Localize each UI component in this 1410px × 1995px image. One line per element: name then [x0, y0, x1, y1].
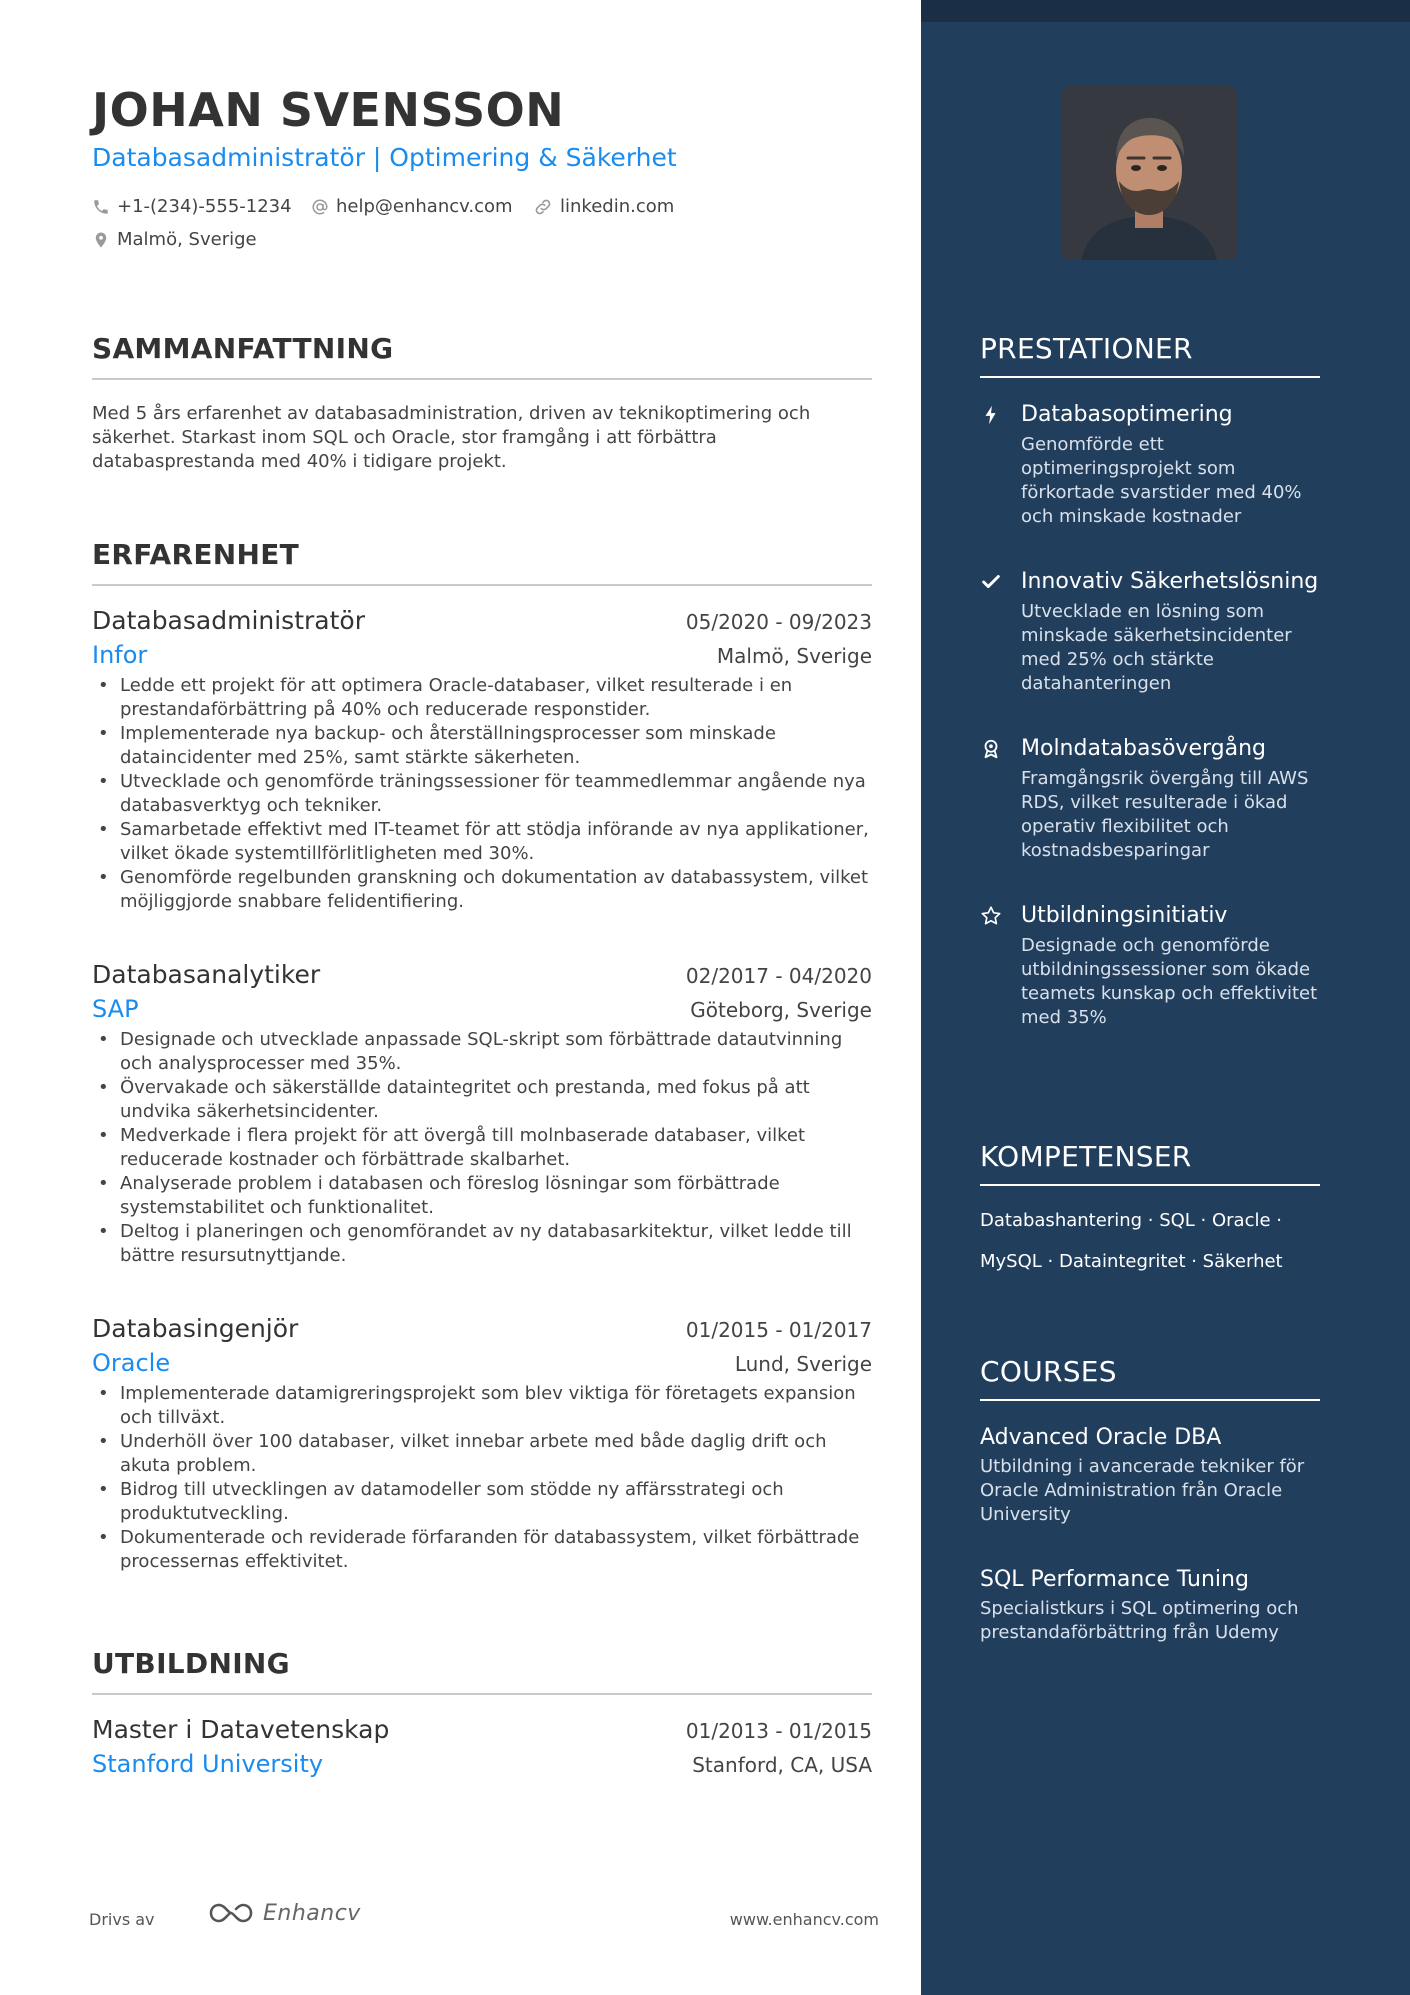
- degree-title: Master i Datavetenskap: [92, 1715, 390, 1744]
- candidate-headline: Databasadministratör | Optimering & Säkerhet: [92, 143, 677, 172]
- job-title: Databasanalytiker: [92, 960, 321, 989]
- job-bullet: • Medverkade i flera projekt för att övergå till molnbaserade databaser, vilket reducerade kostnader och förbättrade skalbarhet.: [92, 1124, 872, 1172]
- job-entry: [92, 605, 872, 914]
- achievement-title: Databasoptimering: [1021, 402, 1233, 427]
- bolt-icon: [980, 404, 1002, 426]
- job-dates: 05/2020 - 09/2023: [685, 610, 872, 634]
- job-bullet: • Analyserade problem i databasen och föreslog lösningar som förbättrade systemstabilitet och funktionalitet.: [92, 1172, 872, 1220]
- phone-text: +1-(234)-555-1234: [117, 196, 292, 217]
- job-location: Lund, Sverige: [734, 1352, 872, 1376]
- job-dates: 01/2015 - 01/2017: [685, 1318, 872, 1342]
- job-bullet: • Underhöll över 100 databaser, vilket innebar arbete med både daglig drift och akuta problem.: [92, 1430, 872, 1478]
- job-company[interactable]: Infor: [92, 641, 148, 669]
- education-heading: UTBILDNING: [92, 1647, 290, 1680]
- achievement-title: Innovativ Säkerhetslösning: [1021, 569, 1319, 594]
- achievements-divider: [980, 376, 1320, 378]
- summary-heading: SAMMANFATTNING: [92, 332, 394, 365]
- courses-heading: COURSES: [980, 1355, 1117, 1388]
- achievement-item: [980, 734, 1320, 863]
- achievement-description: Utvecklade en lösning som minskade säkerhetsincidenter med 25% och stärkte datahanteringen: [1021, 601, 1292, 694]
- job-bullet: • Genomförde regelbunden granskning och dokumentation av databassystem, vilket möjliggjorde snabbare felidentifiering.: [92, 866, 872, 914]
- job-bullet: • Implementerade nya backup- och återställningsprocesser som minskade dataincidenter med 25%, samt stärkte säkerheten.: [92, 722, 872, 770]
- link-icon: [533, 197, 553, 217]
- at-icon: [311, 198, 329, 216]
- achievements-section: [980, 332, 1320, 1030]
- skills-list: [980, 1200, 1320, 1282]
- sidebar: [921, 0, 1410, 1995]
- enhancv-logo[interactable]: [207, 1900, 361, 1926]
- job-bullets: [92, 674, 872, 914]
- achievement-description: Designade och genomförde utbildningssessioner som ökade teamets kunskap och effektivitet med 35%: [1021, 935, 1318, 1028]
- achievement-item: [980, 400, 1320, 529]
- school-name[interactable]: Stanford University: [92, 1750, 324, 1778]
- job-company[interactable]: SAP: [92, 995, 139, 1023]
- phone-icon: [92, 198, 110, 216]
- email-text: help@enhancv.com: [336, 196, 513, 217]
- skills-line: MySQL · Dataintegritet · Säkerhet: [980, 1251, 1283, 1272]
- experience-heading: ERFARENHET: [92, 538, 300, 571]
- contact-location: [92, 229, 257, 250]
- job-bullet: • Samarbetade effektivt med IT-teamet för att stödja införande av nya applikationer, vilket ökade systemtillförlitligheten med 30%.: [92, 818, 872, 866]
- job-bullet: • Utvecklade och genomförde träningssessioner för teammedlemmar angående nya databasverktyg och tekniker.: [92, 770, 872, 818]
- education-divider: [92, 1693, 872, 1695]
- contact-phone[interactable]: [92, 196, 292, 217]
- contact-website[interactable]: [533, 196, 674, 217]
- summary-divider: [92, 378, 872, 380]
- contact-email[interactable]: [311, 196, 513, 217]
- job-title: Databasadministratör: [92, 606, 365, 635]
- course-title: Advanced Oracle DBA: [980, 1425, 1222, 1450]
- sidebar-top-band: [921, 0, 1410, 22]
- job-bullets: [92, 1382, 872, 1574]
- courses-divider: [980, 1399, 1320, 1401]
- achievement-description: Framgångsrik övergång till AWS RDS, vilket resulterade i ökad operativ flexibilitet och kostnadsbesparingar: [1021, 768, 1309, 861]
- course-description: Utbildning i avancerade tekniker för Oracle Administration från Oracle University: [980, 1456, 1305, 1525]
- course-item: [980, 1423, 1320, 1527]
- job-entry: [92, 959, 872, 1268]
- footer-url[interactable]: www.enhancv.com: [729, 1910, 879, 1929]
- education-entry: [92, 1714, 872, 1782]
- school-location: Stanford, CA, USA: [692, 1753, 872, 1777]
- website-text: linkedin.com: [560, 196, 675, 217]
- infinity-icon: [207, 1900, 255, 1926]
- summary-text: Med 5 års erfarenhet av databasadministration, driven av teknikoptimering och säkerhet. Starkast inom SQL och Oracle, stor framgång i att förbättra databasprestanda med 40% i tidigare projekt.: [92, 403, 811, 472]
- skills-section: [980, 1140, 1320, 1282]
- course-title: SQL Performance Tuning: [980, 1567, 1249, 1592]
- job-bullet: • Övervakade och säkerställde dataintegritet och prestanda, med fokus på att undvika säkerhetsincidenter.: [92, 1076, 872, 1124]
- job-bullet: • Dokumenterade och reviderade förfaranden för databassystem, vilket förbättrade processernas effektivitet.: [92, 1526, 872, 1574]
- location-text: Malmö, Sverige: [117, 229, 257, 250]
- job-bullets: [92, 1028, 872, 1268]
- experience-divider: [92, 584, 872, 586]
- courses-section: [980, 1355, 1320, 1645]
- skills-line: Databashantering · SQL · Oracle ·: [980, 1210, 1282, 1231]
- job-bullet: • Designade och utvecklade anpassade SQL-skript som förbättrade datautvinning och analysprocesser med 35%.: [92, 1028, 872, 1076]
- course-item: [980, 1565, 1320, 1645]
- job-dates: 02/2017 - 04/2020: [685, 964, 872, 988]
- award-icon: [980, 738, 1002, 760]
- job-location: Göteborg, Sverige: [690, 998, 872, 1022]
- course-description: Specialistkurs i SQL optimering och prestandaförbättring från Udemy: [980, 1598, 1299, 1643]
- location-pin-icon: [92, 230, 110, 250]
- job-bullet: • Ledde ett projekt för att optimera Oracle-databaser, vilket resulterade i en prestandaförbättring på 40% och reducerade responstider.: [92, 674, 872, 722]
- job-location: Malmö, Sverige: [716, 644, 872, 668]
- achievement-item: [980, 567, 1320, 696]
- powered-by-label: Drivs av: [89, 1910, 155, 1929]
- job-title: Databasingenjör: [92, 1314, 299, 1343]
- star-icon: [980, 905, 1002, 927]
- job-bullet: • Implementerade datamigreringsprojekt som blev viktiga för företagets expansion och tillväxt.: [92, 1382, 872, 1430]
- achievement-item: [980, 901, 1320, 1030]
- achievement-description: Genomförde ett optimeringsprojekt som förkortade svarstider med 40% och minskade kostnader: [1021, 434, 1302, 527]
- achievement-title: Molndatabasövergång: [1021, 736, 1266, 761]
- job-bullet: • Bidrog till utvecklingen av datamodeller som stödde ny affärsstrategi och produktutveckling.: [92, 1478, 872, 1526]
- job-bullet: • Deltog i planeringen och genomförandet av ny databasarkitektur, vilket ledde till bättre resursutnyttjande.: [92, 1220, 872, 1268]
- brand-name: Enhancv: [263, 1900, 361, 1926]
- skills-divider: [980, 1184, 1320, 1186]
- job-company[interactable]: Oracle: [92, 1349, 171, 1377]
- achievement-title: Utbildningsinitiativ: [1021, 903, 1228, 928]
- profile-photo: [1061, 86, 1237, 260]
- check-icon: [980, 571, 1002, 593]
- footer: [89, 1900, 879, 1940]
- candidate-name: JOHAN SVENSSON: [92, 83, 565, 137]
- achievements-heading: PRESTATIONER: [980, 332, 1193, 365]
- job-entry: [92, 1313, 872, 1574]
- skills-heading: KOMPETENSER: [980, 1140, 1192, 1173]
- education-dates: 01/2013 - 01/2015: [685, 1719, 872, 1743]
